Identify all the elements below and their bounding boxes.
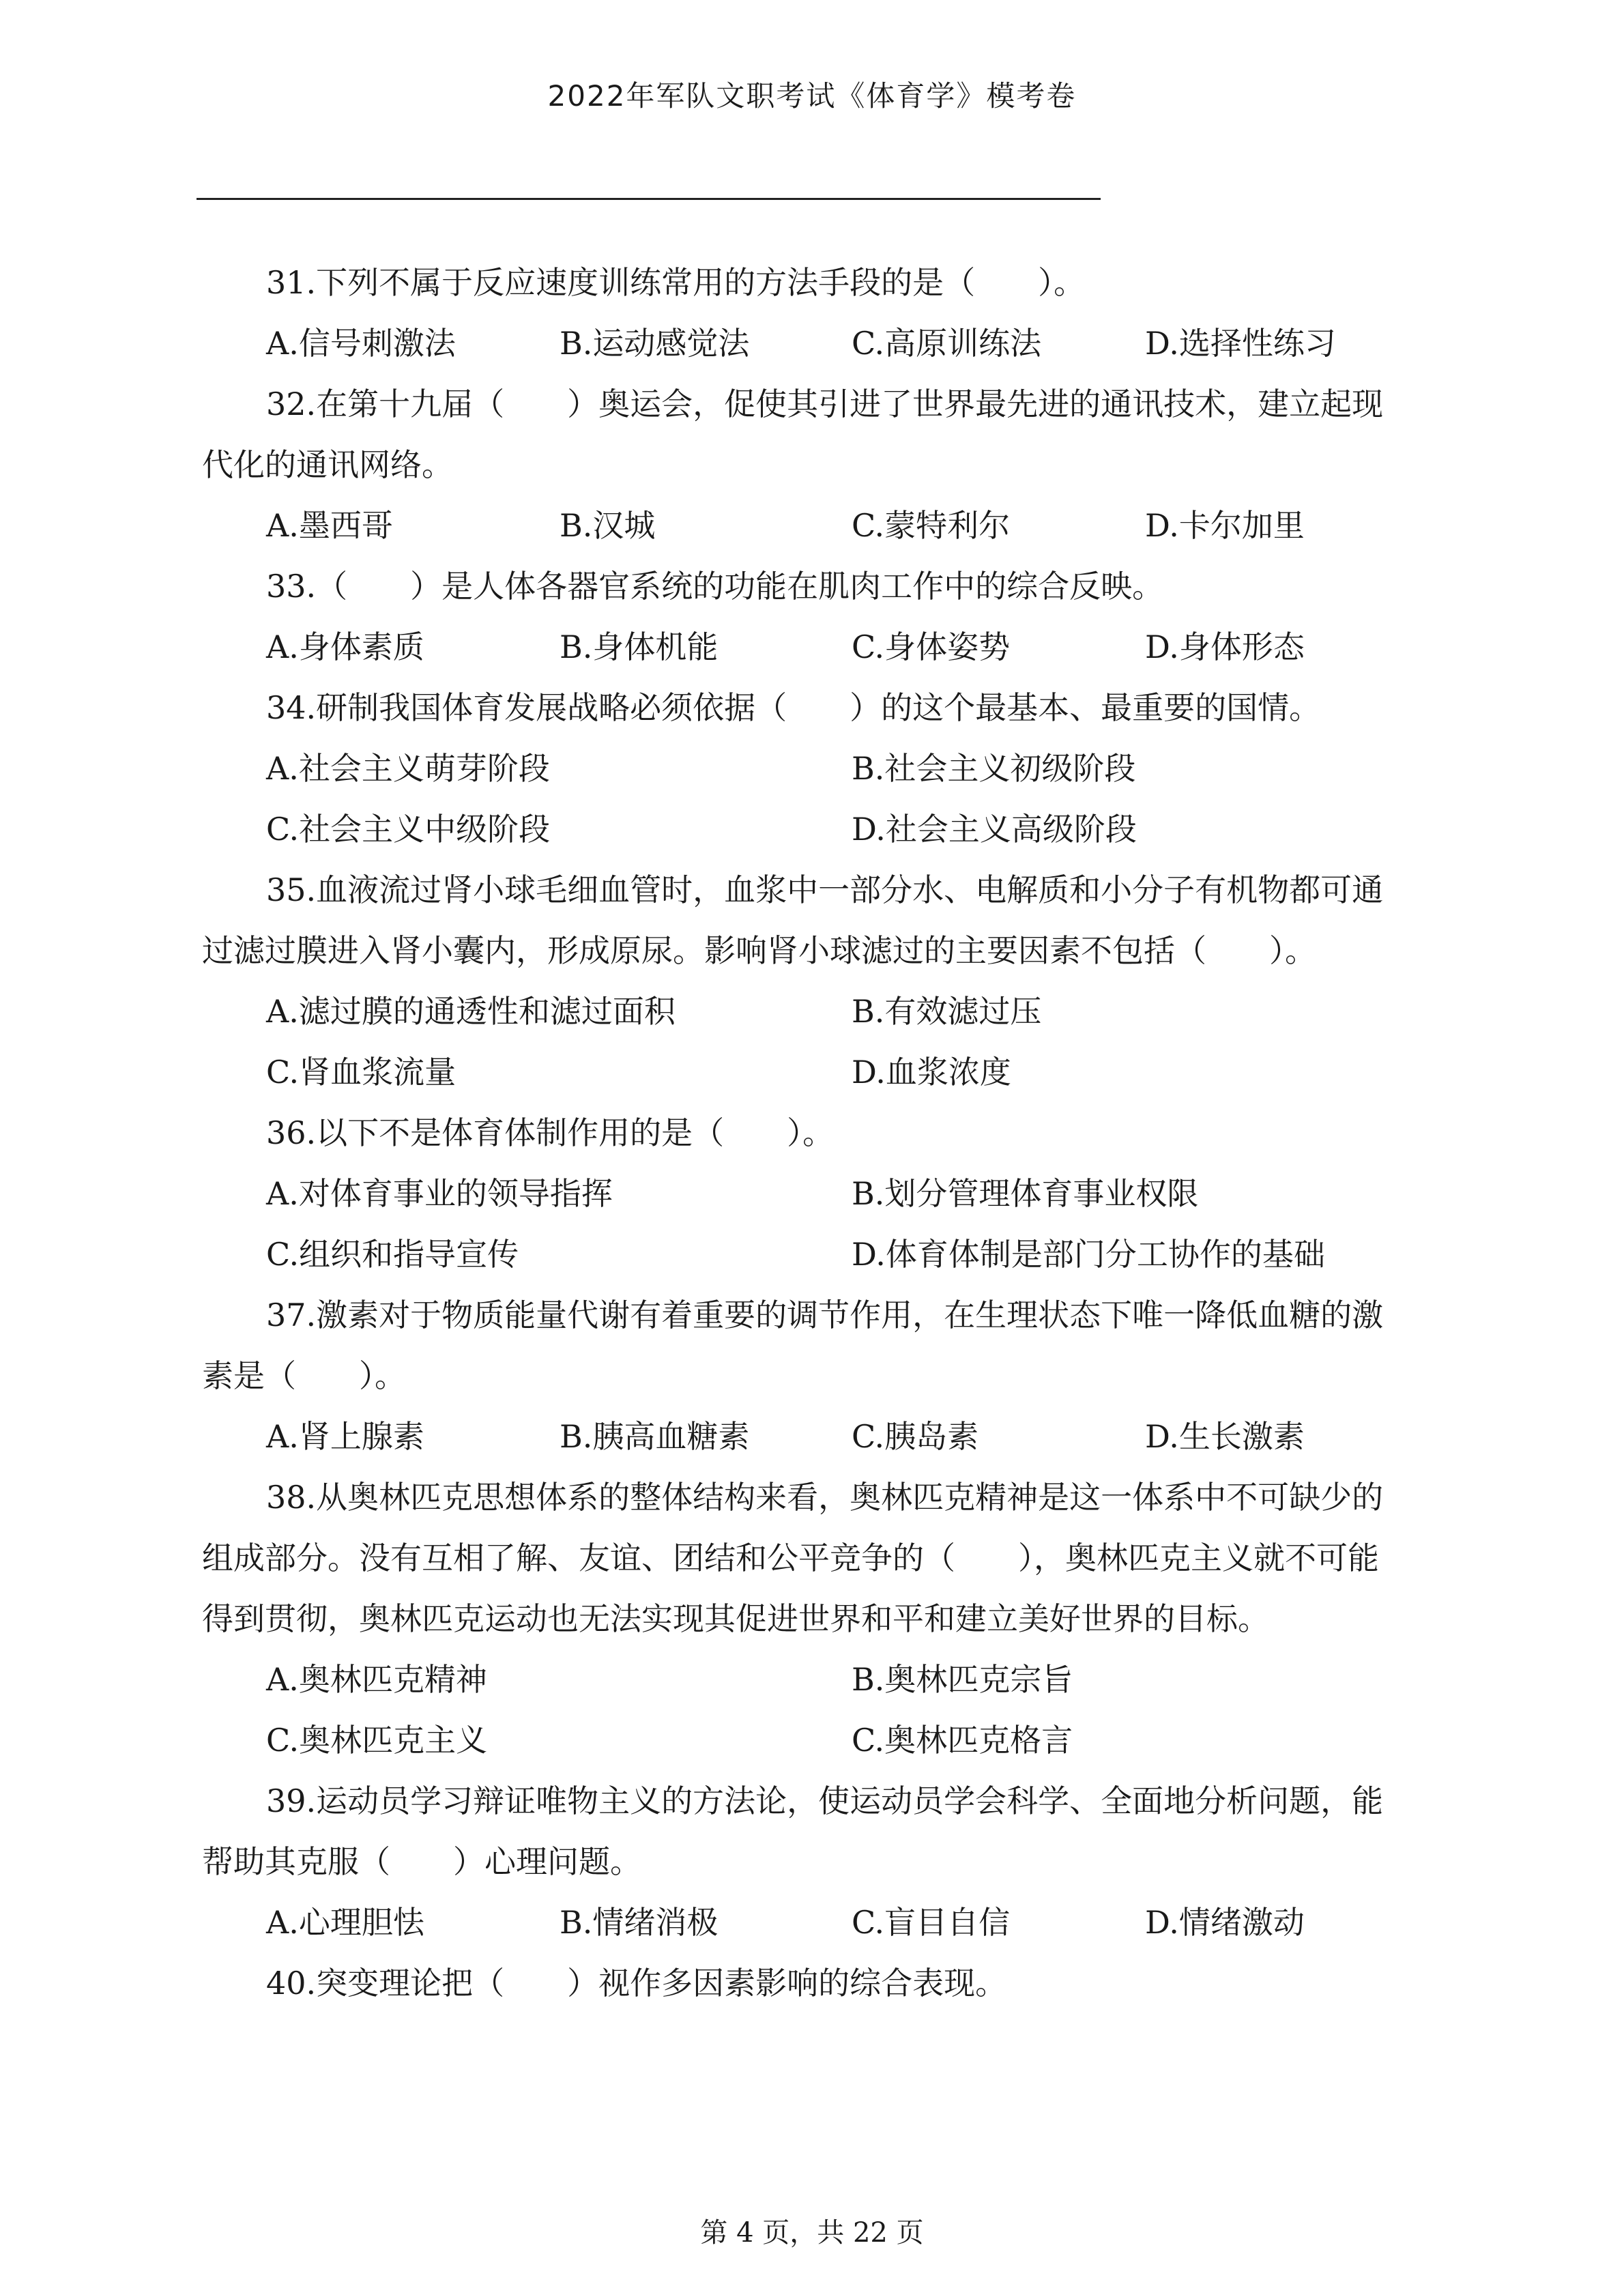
answer-option: A.对体育事业的领导指挥	[266, 1175, 613, 1212]
answer-option: B.运动感觉法	[560, 325, 750, 362]
exam-title: 2022年军队文职考试《体育学》模考卷	[547, 79, 1077, 113]
answer-option: D.血浆浓度	[852, 1054, 1011, 1091]
question-stem-continued: 素是（ ）。	[202, 1357, 406, 1394]
answer-option: C.奥林匹克格言	[852, 1722, 1073, 1759]
question-stem: 34.研制我国体育发展战略必须依据（ ）的这个最基本、最重要的国情。	[266, 689, 1321, 726]
answer-option: D.情绪激动	[1145, 1904, 1305, 1941]
answer-option: A.社会主义萌芽阶段	[266, 750, 550, 787]
question-stem-continued: 过滤过膜进入肾小囊内，形成原尿。影响肾小球滤过的主要因素不包括（ ）。	[202, 932, 1316, 969]
answer-option: B.划分管理体育事业权限	[852, 1175, 1199, 1212]
answer-option: A.心理胆怯	[266, 1904, 424, 1941]
question-stem-continued: 帮助其克服（ ）心理问题。	[202, 1843, 641, 1880]
page-number: 第 4 页，共 22 页	[700, 2217, 924, 2249]
answer-option: D.生长激素	[1145, 1418, 1305, 1455]
answer-option: C.胰岛素	[852, 1418, 979, 1455]
answer-option: C.盲目自信	[852, 1904, 1011, 1941]
question-stem: 39.运动员学习辩证唯物主义的方法论，使运动员学会科学、全面地分析问题，能	[266, 1782, 1384, 1819]
answer-option: D.卡尔加里	[1145, 507, 1305, 544]
answer-option: B.汉城	[560, 507, 656, 544]
answer-option: D.体育体制是部门分工协作的基础	[852, 1236, 1325, 1273]
answer-option: D.社会主义高级阶段	[852, 811, 1137, 848]
question-stem-continued: 得到贯彻，奥林匹克运动也无法实现其促进世界和平和建立美好世界的目标。	[202, 1600, 1269, 1637]
question-stem: 38.从奥林匹克思想体系的整体结构来看，奥林匹克精神是这一体系中不可缺少的	[266, 1479, 1384, 1516]
question-stem: 40.突变理论把（ ）视作多因素影响的综合表现。	[266, 1965, 1007, 2002]
answer-option: A.身体素质	[266, 629, 424, 665]
answer-option: B.情绪消极	[560, 1904, 719, 1941]
answer-option: C.组织和指导宣传	[266, 1236, 519, 1273]
answer-option: B.有效滤过压	[852, 993, 1042, 1030]
answer-option: A.信号刺激法	[266, 325, 456, 362]
question-stem-continued: 代化的通讯网络。	[202, 446, 453, 483]
answer-option: C.身体姿势	[852, 629, 1011, 665]
answer-option: D.选择性练习	[1145, 325, 1336, 362]
answer-option: D.身体形态	[1145, 629, 1305, 665]
answer-option: C.蒙特利尔	[852, 507, 1011, 544]
answer-option: B.身体机能	[560, 629, 719, 665]
answer-option: B.社会主义初级阶段	[852, 750, 1136, 787]
answer-option: C.肾血浆流量	[266, 1054, 456, 1091]
answer-option: A.墨西哥	[266, 507, 393, 544]
question-stem: 36.以下不是体育体制作用的是（ ）。	[266, 1114, 835, 1151]
question-stem-continued: 组成部分。没有互相了解、友谊、团结和公平竞争的（ ），奥林匹克主义就不可能	[202, 1540, 1379, 1576]
answer-option: B.胰高血糖素	[560, 1418, 750, 1455]
answer-option: A.滤过膜的通透性和滤过面积	[266, 993, 676, 1030]
answer-option: C.高原训练法	[852, 325, 1042, 362]
header-divider	[197, 198, 1101, 200]
answer-option: B.奥林匹克宗旨	[852, 1661, 1073, 1698]
question-stem: 33.（ ）是人体各器官系统的功能在肌肉工作中的综合反映。	[266, 568, 1164, 605]
answer-option: C.奥林匹克主义	[266, 1722, 488, 1759]
answer-option: C.社会主义中级阶段	[266, 811, 551, 848]
question-stem: 35.血液流过肾小球毛细血管时，血浆中一部分水、电解质和小分子有机物都可通	[266, 871, 1384, 908]
question-stem: 31.下列不属于反应速度训练常用的方法手段的是（ ）。	[266, 264, 1086, 301]
answer-option: A.肾上腺素	[266, 1418, 424, 1455]
answer-option: A.奥林匹克精神	[266, 1661, 487, 1698]
question-stem: 32.在第十九届（ ）奥运会，促使其引进了世界最先进的通讯技术，建立起现	[266, 386, 1384, 422]
question-stem: 37.激素对于物质能量代谢有着重要的调节作用，在生理状态下唯一降低血糖的激	[266, 1297, 1384, 1333]
